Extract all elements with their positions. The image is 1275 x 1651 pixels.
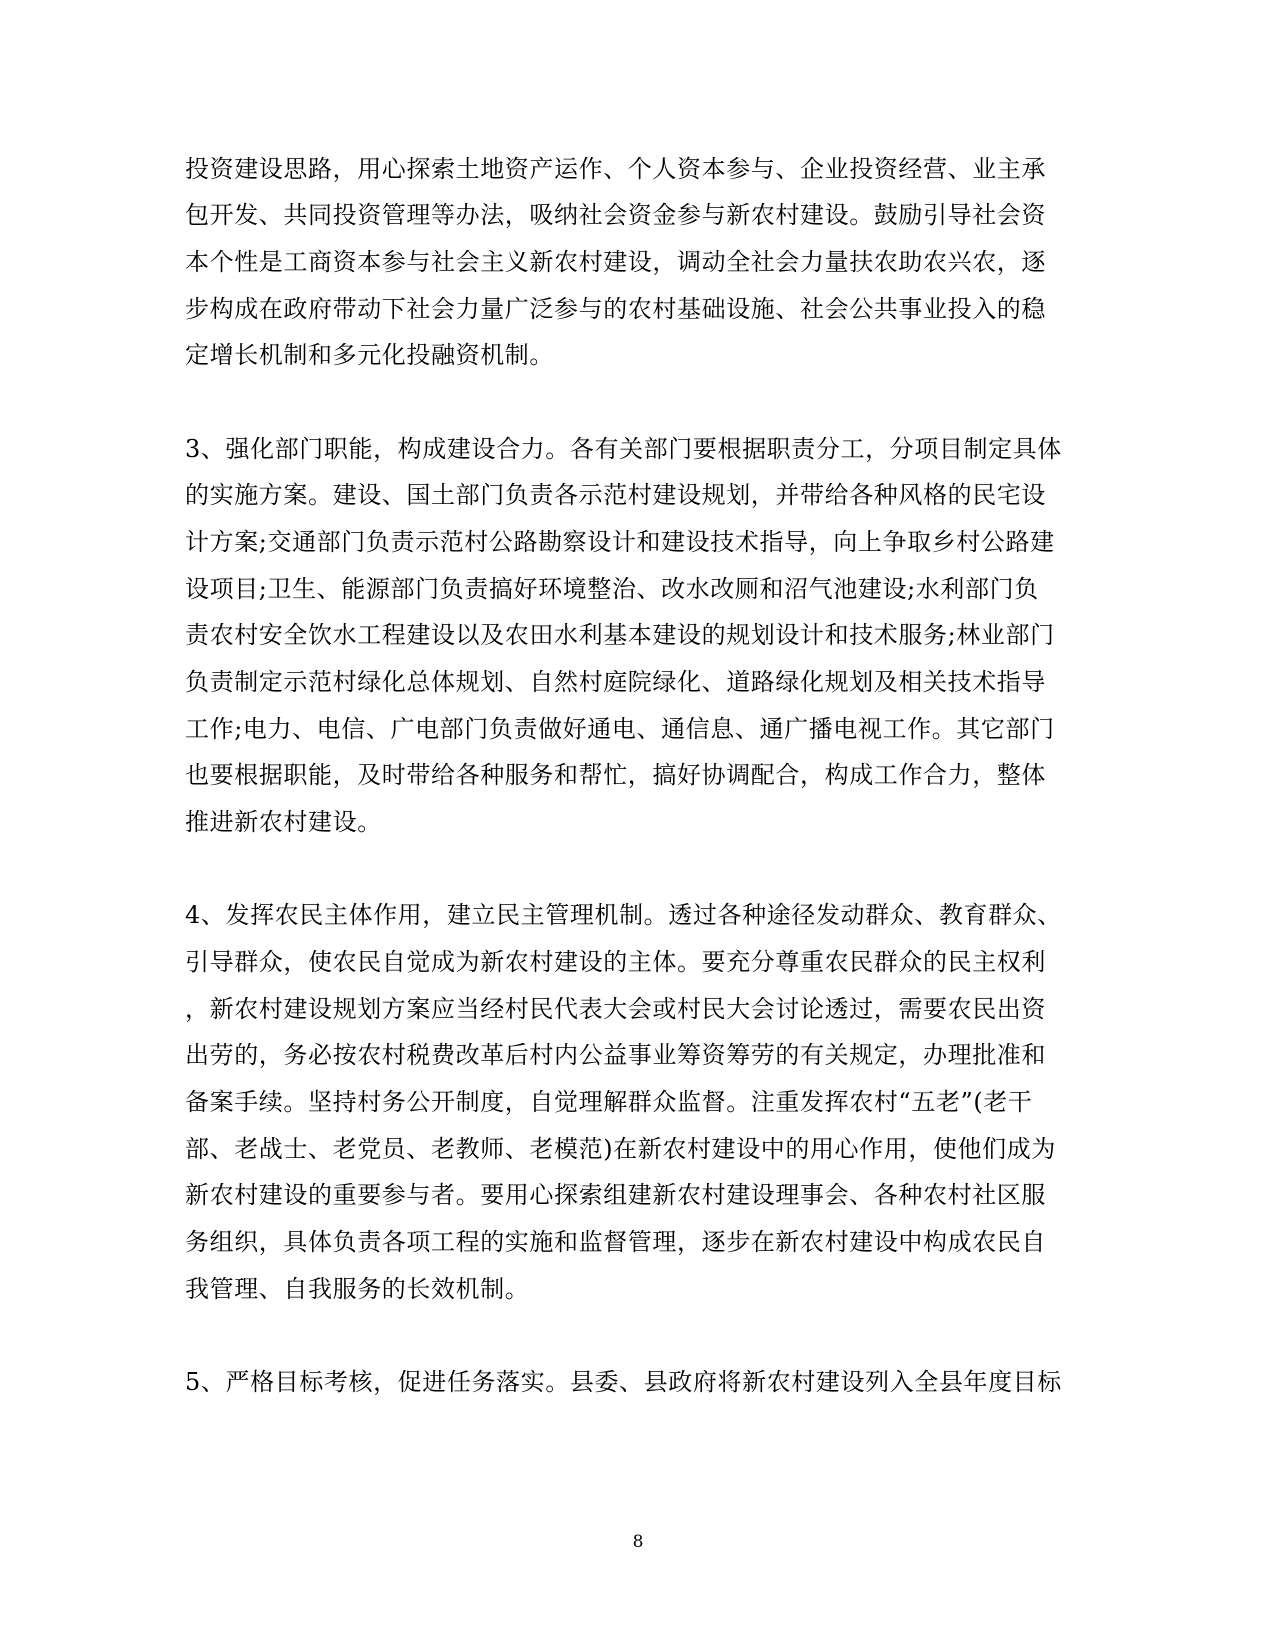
paragraph-2-line-6: 负责制定示范村绿化总体规划、自然村庭院绿化、道路绿化规划及相关技术指导 (185, 668, 1046, 696)
paragraph-2-line-3: 计方案;交通部门负责示范村公路勘察设计和建设技术指导，向上争取乡村公路建 (185, 528, 1055, 556)
paragraph-1-line-4: 步构成在政府带动下社会力量广泛参与的农村基础设施、社会公共事业投入的稳 (185, 295, 1046, 323)
paragraph-1-line-3: 本个性是工商资本参与社会主义新农村建设，调动全社会力量扶农助农兴农，逐 (185, 248, 1046, 276)
paragraph-1-line-2: 包开发、共同投资管理等办法，吸纳社会资金参与新农村建设。鼓励引导社会资 (185, 201, 1046, 229)
paragraph-4-line-1: 5、严格目标考核，促进任务落实。县委、县政府将新农村建设列入全县年度目标 (185, 1368, 1062, 1396)
paragraph-3-line-5: 备案手续。坚持村务公开制度，自觉理解群众监督。注重发挥农村“五老”(老干 (185, 1088, 1033, 1116)
paragraph-1-line-1: 投资建设思路，用心探索土地资产运作、个人资本参与、企业投资经营、业主承 (185, 155, 1046, 183)
paragraph-2-line-5: 责农村安全饮水工程建设以及农田水利基本建设的规划设计和技术服务;林业部门 (185, 621, 1055, 649)
page-number: 8 (632, 1532, 644, 1552)
paragraph-3-line-9: 我管理、自我服务的长效机制。 (185, 1275, 530, 1303)
paragraph-3-line-8: 务组织，具体负责各项工程的实施和监督管理，逐步在新农村建设中构成农民自 (185, 1228, 1046, 1256)
paragraph-2-line-1: 3、强化部门职能，构成建设合力。各有关部门要根据职责分工，分项目制定具体 (185, 435, 1062, 463)
paragraph-3-line-1: 4、发挥农民主体作用，建立民主管理机制。透过各种途径发动群众、教育群众、 (185, 901, 1062, 929)
paragraph-2-line-8: 也要根据职能，及时带给各种服务和帮忙，搞好协调配合，构成工作合力，整体 (185, 761, 1046, 789)
paragraph-2-line-4: 设项目;卫生、能源部门负责搞好环境整治、改水改厕和沼气池建设;水利部门负 (185, 575, 1039, 603)
paragraph-3-line-4: 出劳的，务必按农村税费改革后村内公益事业筹资筹劳的有关规定，办理批准和 (185, 1041, 1046, 1069)
paragraph-3-line-3: ，新农村建设规划方案应当经村民代表大会或村民大会讨论透过，需要农民出资 (185, 995, 1046, 1023)
paragraph-2-line-2: 的实施方案。建设、国土部门负责各示范村建设规划，并带给各种风格的民宅设 (185, 481, 1046, 509)
paragraph-3-line-6: 部、老战士、老党员、老教师、老模范)在新农村建设中的用心作用，使他们成为 (185, 1135, 1056, 1163)
paragraph-2-line-9: 推进新农村建设。 (185, 808, 382, 836)
paragraph-2-line-7: 工作;电力、电信、广电部门负责做好通电、通信息、通广播电视工作。其它部门 (185, 715, 1055, 743)
paragraph-3-line-2: 引导群众，使农民自觉成为新农村建设的主体。要充分尊重农民群众的民主权利 (185, 948, 1046, 976)
paragraph-1-line-5: 定增长机制和多元化投融资机制。 (185, 341, 554, 369)
paragraph-3-line-7: 新农村建设的重要参与者。要用心探索组建新农村建设理事会、各种农村社区服 (185, 1181, 1046, 1209)
